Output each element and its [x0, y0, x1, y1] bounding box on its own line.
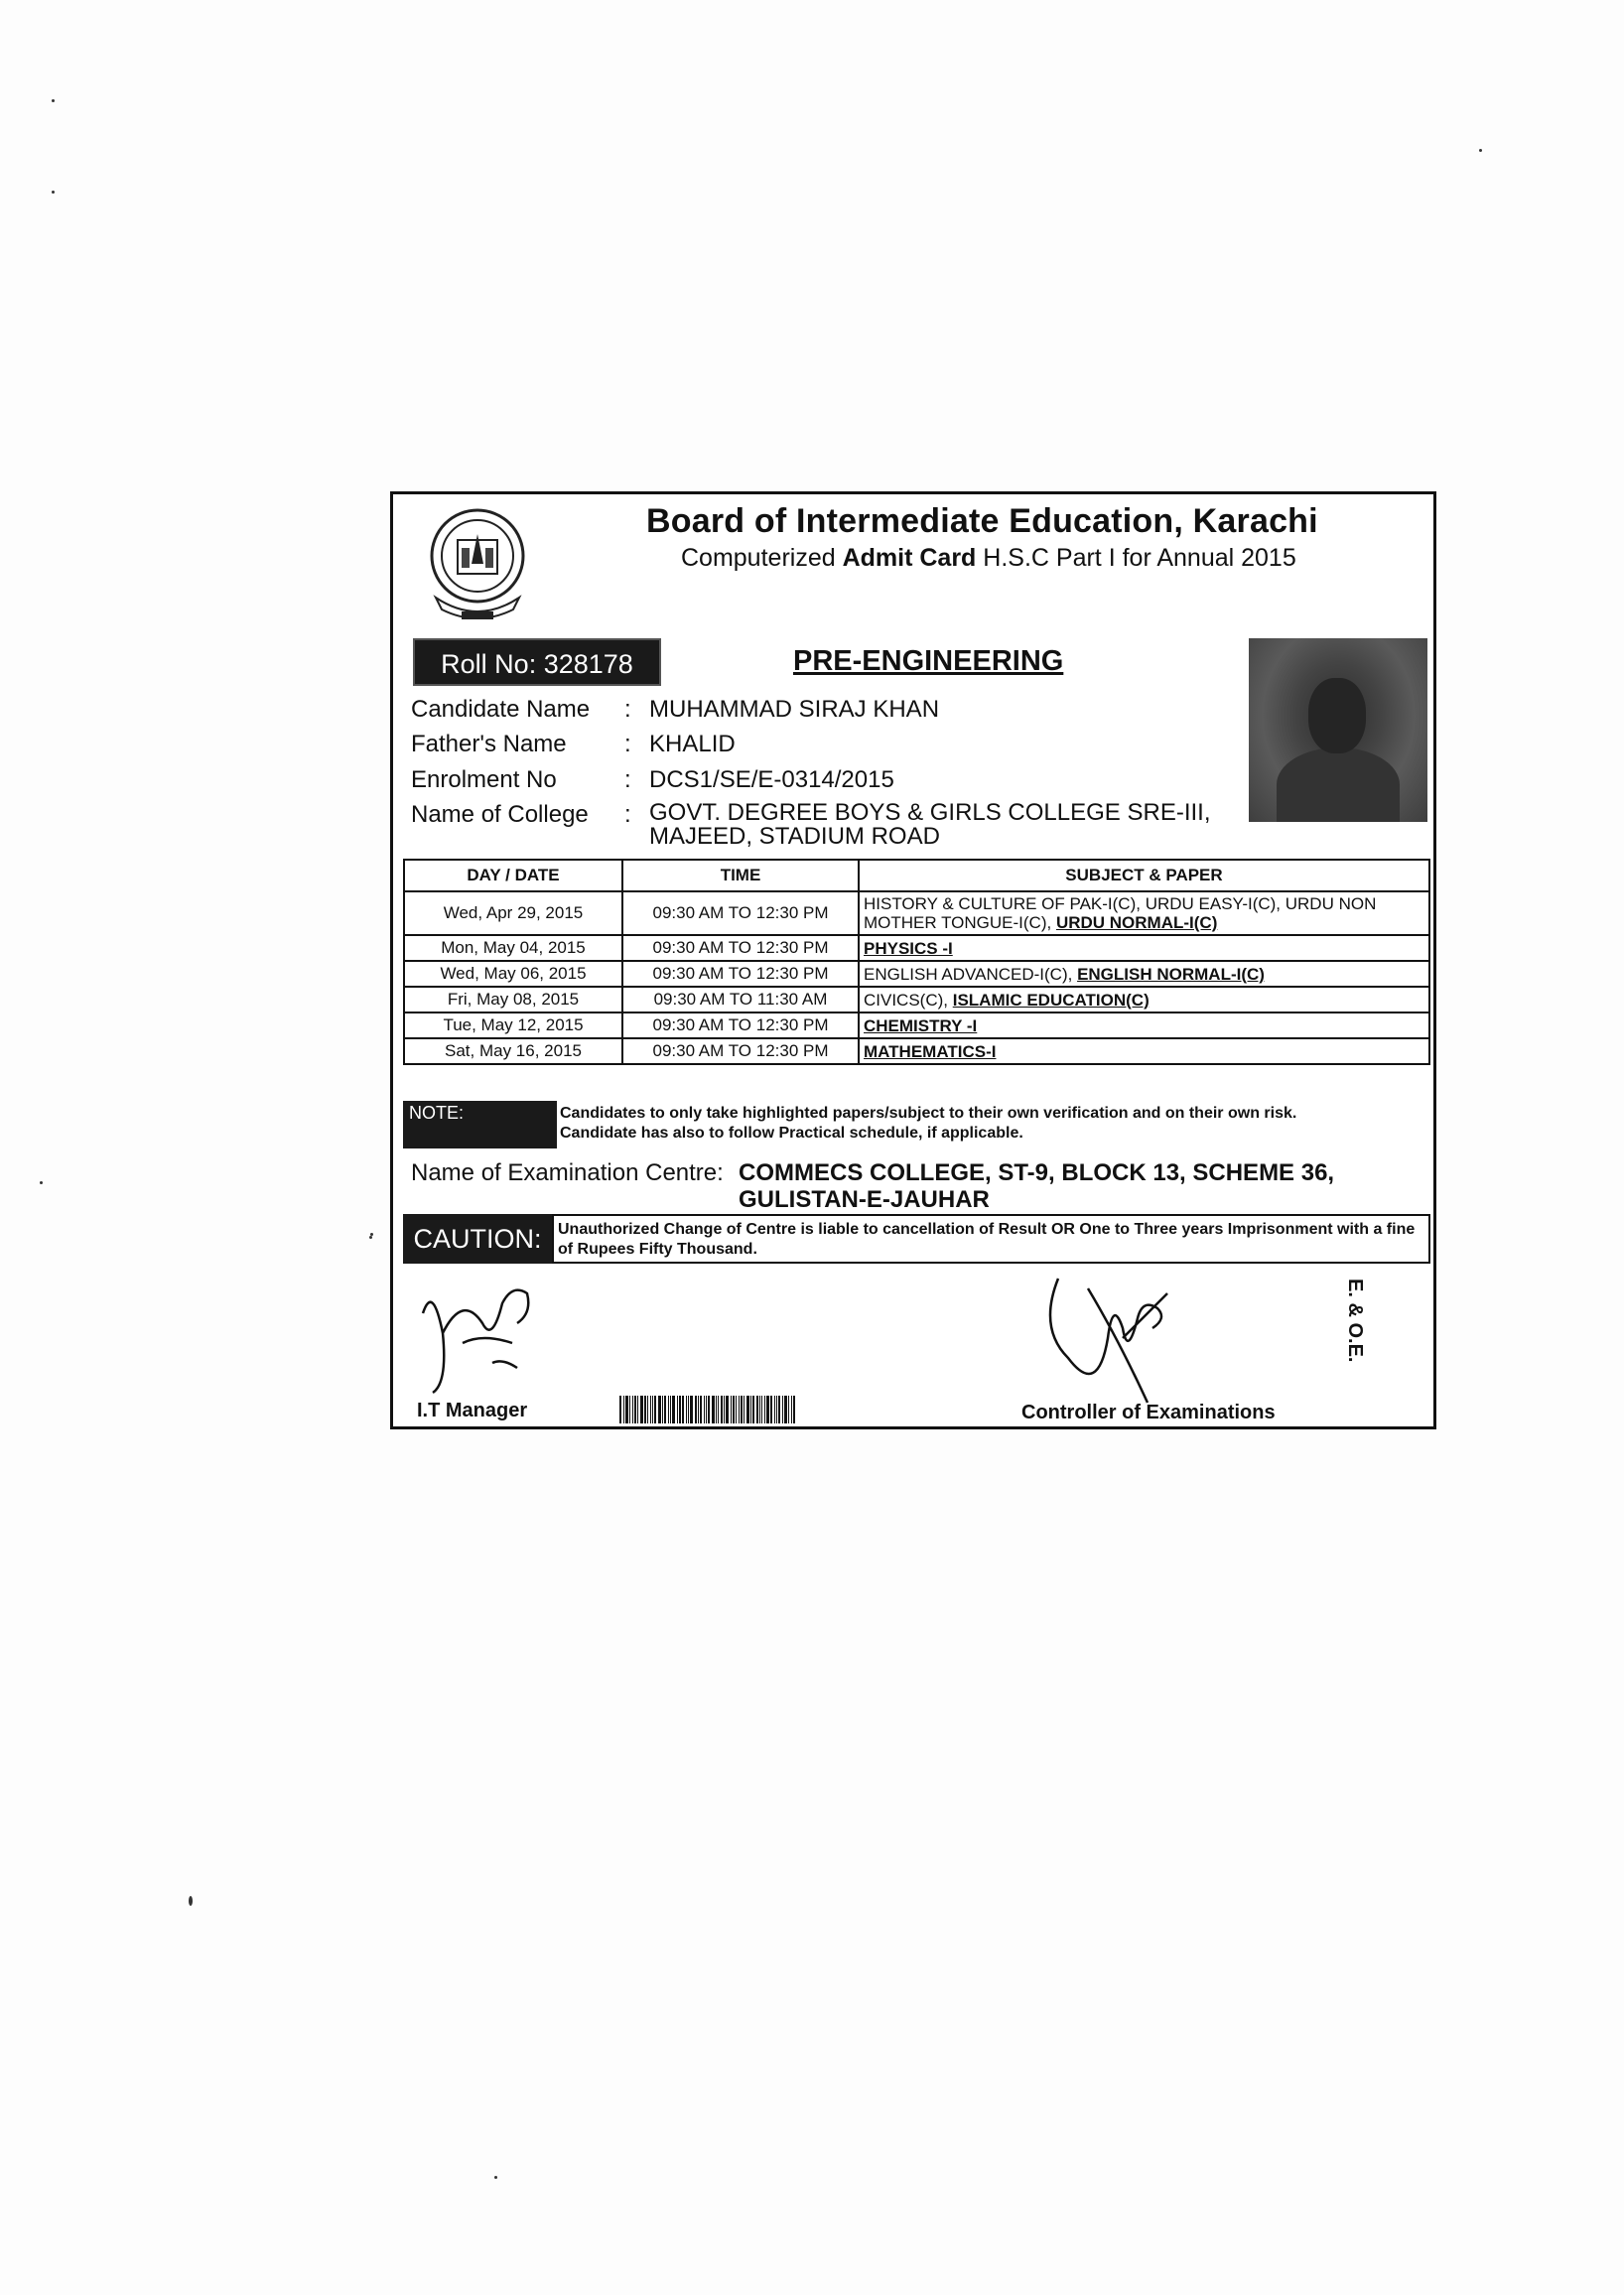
subject-highlighted: ENGLISH NORMAL-I(C) — [1077, 964, 1265, 984]
barcode-bar — [774, 1396, 775, 1423]
table-row — [404, 1038, 1429, 1064]
exam-time: 09:30 AM TO 12:30 PM — [622, 1012, 859, 1038]
barcode-bar — [686, 1396, 687, 1423]
barcode-bar — [733, 1396, 735, 1423]
subject-highlighted: MATHEMATICS-I — [864, 1041, 997, 1061]
barcode-bar — [716, 1396, 717, 1423]
barcode-bar — [664, 1396, 666, 1423]
subject-plain: ENGLISH ADVANCED-I(C), — [864, 964, 1078, 984]
barcode-bar — [625, 1396, 628, 1423]
exam-date: Tue, May 12, 2015 — [404, 1012, 622, 1038]
barcode-bar — [650, 1396, 651, 1423]
barcode-bar — [726, 1396, 729, 1423]
college-value — [649, 801, 1211, 849]
it-manager-signature — [403, 1274, 552, 1398]
exam-subject — [859, 1038, 1429, 1064]
college-line-1: GOVT. DEGREE BOYS & GIRLS COLLEGE SRE-III, — [649, 799, 1211, 826]
barcode-bar — [708, 1396, 710, 1423]
colon: : — [624, 731, 631, 757]
barcode-bar — [784, 1396, 787, 1423]
controller-label: Controller of Examinations — [1021, 1402, 1276, 1423]
colon: : — [624, 766, 631, 793]
barcode-bar — [632, 1396, 633, 1423]
barcode-bar — [637, 1396, 638, 1423]
controller-signature — [1028, 1269, 1187, 1408]
barcode-bar — [724, 1396, 725, 1423]
exam-centre-value — [739, 1159, 1334, 1213]
barcode-bar — [770, 1396, 772, 1423]
father-name-row — [411, 731, 736, 758]
barcode-bar — [788, 1396, 789, 1423]
college-line-2: MAJEED, STADIUM ROAD — [649, 823, 940, 850]
barcode-bar — [718, 1396, 719, 1423]
table-row — [404, 961, 1429, 987]
enrolment-label: Enrolment No — [411, 766, 557, 793]
exam-date: Wed, Apr 29, 2015 — [404, 891, 622, 935]
barcode-bar — [652, 1396, 653, 1423]
admit-card — [390, 491, 1436, 1429]
it-manager-label: I.T Manager — [417, 1400, 528, 1421]
exam-time: 09:30 AM TO 12:30 PM — [622, 891, 859, 935]
barcode-bar — [682, 1396, 684, 1423]
exam-subject — [859, 987, 1429, 1012]
note-line-1: Candidates to only take highlighted papers/subject to their own verification and on their own risk. — [560, 1105, 1297, 1122]
caution-text: Unauthorized Change of Centre is liable to cancellation of Result OR One to Three years Imprisonment with a fine of Rupees Fifty Thousand. — [552, 1214, 1430, 1264]
exam-subject — [859, 961, 1429, 987]
barcode-bar — [739, 1396, 740, 1423]
errors-omissions-label: E. & O.E. — [1344, 1279, 1366, 1363]
exam-centre-line-2: GULISTAN-E-JAUHAR — [739, 1186, 990, 1213]
candidate-name-value: MUHAMMAD SIRAJ KHAN — [649, 696, 940, 723]
barcode-bar — [759, 1396, 760, 1423]
subject-highlighted: PHYSICS -I — [864, 938, 953, 958]
exam-subject — [859, 1012, 1429, 1038]
barcode-bar — [721, 1396, 723, 1423]
barcode — [619, 1396, 945, 1423]
barcode-bar — [668, 1396, 669, 1423]
father-name-label: Father's Name — [411, 731, 567, 757]
scan-speck — [52, 191, 55, 194]
barcode-bar — [662, 1396, 663, 1423]
subtitle-prefix: Computerized — [681, 544, 836, 572]
barcode-bar — [670, 1396, 671, 1423]
barcode-bar — [706, 1396, 707, 1423]
subject-highlighted: ISLAMIC EDUCATION(C) — [952, 990, 1150, 1010]
barcode-bar — [644, 1396, 646, 1423]
exam-subject — [859, 891, 1429, 935]
enrolment-row — [411, 766, 894, 794]
stream-heading: PRE-ENGINEERING — [793, 645, 1064, 677]
barcode-bar — [736, 1396, 737, 1423]
table-row — [404, 935, 1429, 961]
board-title: Board of Intermediate Education, Karachi — [646, 502, 1318, 540]
note-line-2: Candidate has also to follow Practical schedule, if applicable. — [560, 1125, 1023, 1142]
colon: : — [624, 696, 631, 723]
subtitle-suffix: H.S.C Part I for Annual 2015 — [983, 544, 1296, 572]
scan-speck — [40, 1181, 43, 1184]
header-subject-paper: SUBJECT & PAPER — [859, 860, 1429, 891]
board-seal-logo — [428, 506, 527, 623]
candidate-name-row — [411, 696, 939, 724]
exam-time: 09:30 AM TO 12:30 PM — [622, 935, 859, 961]
exam-schedule-table — [403, 859, 1430, 1065]
exam-date: Fri, May 08, 2015 — [404, 987, 622, 1012]
barcode-bar — [700, 1396, 702, 1423]
subject-plain: CIVICS(C), — [864, 990, 953, 1010]
barcode-bar — [690, 1396, 693, 1423]
note-badge: NOTE: — [403, 1101, 557, 1148]
roll-number-badge: Roll No: 328178 — [413, 638, 661, 686]
exam-date: Wed, May 06, 2015 — [404, 961, 622, 987]
subject-highlighted: CHEMISTRY -I — [864, 1015, 978, 1035]
subject-highlighted: URDU NORMAL-I(C) — [1055, 913, 1218, 932]
barcode-bar — [752, 1396, 754, 1423]
table-row — [404, 891, 1429, 935]
barcode-bar — [677, 1396, 678, 1423]
scan-speck — [1479, 149, 1482, 152]
header-day-date: DAY / DATE — [404, 860, 622, 891]
father-name-value: KHALID — [649, 731, 736, 757]
barcode-bar — [623, 1396, 624, 1423]
scan-speck — [369, 1236, 372, 1239]
barcode-bar — [698, 1396, 699, 1423]
barcode-bar — [688, 1396, 689, 1423]
barcode-bar — [640, 1396, 643, 1423]
scan-speck — [52, 99, 55, 102]
barcode-bar — [695, 1396, 697, 1423]
barcode-bar — [712, 1396, 715, 1423]
barcode-bar — [672, 1396, 675, 1423]
candidate-photo — [1249, 638, 1427, 822]
exam-time: 09:30 AM TO 11:30 AM — [622, 987, 859, 1012]
barcode-bar — [619, 1396, 621, 1423]
barcode-bar — [658, 1396, 661, 1423]
barcode-bar — [654, 1396, 656, 1423]
scan-speck — [370, 1233, 373, 1236]
college-row — [411, 801, 1211, 849]
photo-face-shape — [1308, 678, 1366, 753]
barcode-bar — [793, 1396, 795, 1423]
caution-badge: CAUTION: — [403, 1214, 552, 1264]
barcode-bar — [647, 1396, 648, 1423]
barcode-bar — [778, 1396, 780, 1423]
barcode-bar — [756, 1396, 758, 1423]
barcode-bar — [634, 1396, 636, 1423]
barcode-bar — [741, 1396, 743, 1423]
exam-centre-label: Name of Examination Centre: — [411, 1159, 724, 1186]
exam-date: Mon, May 04, 2015 — [404, 935, 622, 961]
barcode-bar — [766, 1396, 769, 1423]
exam-date: Sat, May 16, 2015 — [404, 1038, 622, 1064]
table-row — [404, 1012, 1429, 1038]
barcode-bar — [679, 1396, 681, 1423]
barcode-bar — [791, 1396, 792, 1423]
exam-subject — [859, 935, 1429, 961]
barcode-bar — [629, 1396, 630, 1423]
candidate-name-label: Candidate Name — [411, 696, 591, 723]
enrolment-value: DCS1/SE/E-0314/2015 — [649, 766, 894, 793]
barcode-bar — [731, 1396, 732, 1423]
note-text — [560, 1104, 1423, 1144]
admit-card-subtitle — [681, 544, 1296, 573]
scan-speck — [189, 1896, 193, 1906]
header-time: TIME — [622, 860, 859, 891]
subtitle-admit-card: Admit Card — [842, 544, 977, 572]
barcode-bar — [782, 1396, 783, 1423]
barcode-bar — [746, 1396, 749, 1423]
scan-speck — [494, 2176, 497, 2179]
exam-time: 09:30 AM TO 12:30 PM — [622, 1038, 859, 1064]
subject-plain: HISTORY & CULTURE OF PAK-I(C), URDU EASY-I(C), URDU NON MOTHER TONGUE-I(C), — [864, 894, 1377, 932]
barcode-bar — [704, 1396, 705, 1423]
barcode-bar — [750, 1396, 751, 1423]
schedule-header-row — [404, 860, 1429, 891]
barcode-bar — [764, 1396, 765, 1423]
barcode-bar — [776, 1396, 777, 1423]
photo-body-shape — [1277, 747, 1400, 822]
college-label: Name of College — [411, 801, 589, 828]
barcode-bar — [761, 1396, 762, 1423]
exam-centre-line-1: COMMECS COLLEGE, ST-9, BLOCK 13, SCHEME 36, — [739, 1159, 1335, 1186]
colon: : — [624, 801, 631, 828]
table-row — [404, 987, 1429, 1012]
exam-time: 09:30 AM TO 12:30 PM — [622, 961, 859, 987]
